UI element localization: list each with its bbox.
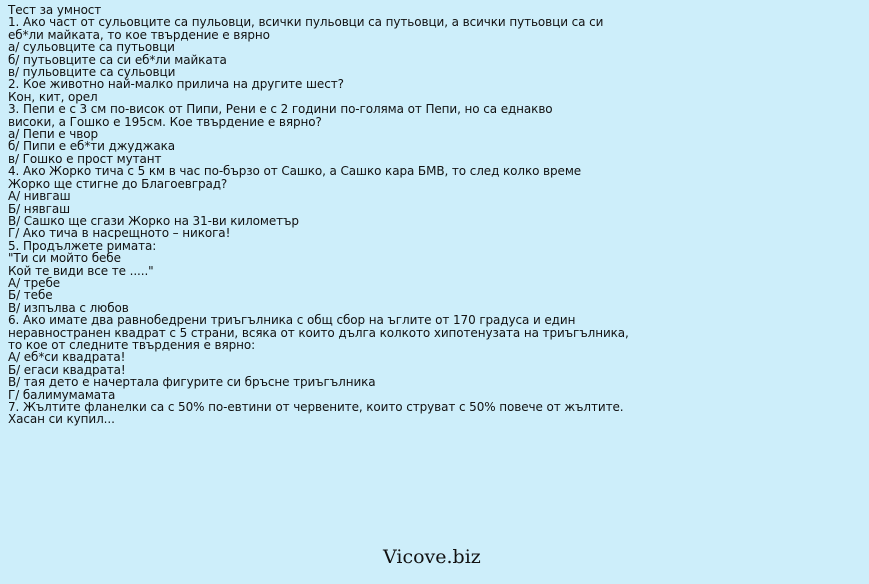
text-line-26: неравностранен квадрат с 5 страни, всяка от които дълга колкото хипотенузата на триъгълника,	[8, 325, 629, 340]
text-line-19: 5. Продължете римата:	[8, 238, 157, 253]
text-line-6: 2. Кое животно най-малко прилича на другите шест?	[8, 77, 344, 92]
text-line-11: б/ Пипи е еб*ти джуджака	[8, 139, 175, 154]
text-line-16: Б/ нявгаш	[8, 201, 70, 216]
text-line-15: А/ нивгаш	[8, 189, 71, 204]
text-line-22: А/ требе	[8, 275, 61, 290]
text-line-31: Г/ балимумамата	[8, 387, 116, 402]
text-line-18: Г/ Ако тича в насрещното – никога!	[8, 226, 231, 241]
page-title: Тест за умност	[8, 3, 102, 17]
text-line-27: то кое от следните твърдения е вярно:	[8, 337, 256, 352]
text-line-9: високи, а Гошко е 195см. Кое твърдение е вярно?	[8, 114, 322, 129]
text-line-3: а/ сульовците са путьовци	[8, 40, 175, 55]
text-line-29: Б/ егаси квадрата!	[8, 362, 126, 377]
text-line-5: в/ пульовците са сульовци	[8, 65, 176, 80]
text-line-1: 1. Ако част от сульовците са пульовци, всички пульовци са путьовци, а всички путьовци са си	[8, 15, 604, 30]
site-watermark: Vicove.biz	[383, 546, 481, 568]
text-line-23: Б/ тебе	[8, 288, 53, 303]
text-line-33: Хасан си купил...	[8, 412, 115, 427]
document-body	[8, 4, 863, 426]
text-line-17: В/ Сашко ще сгази Жорко на 31-ви километър	[8, 213, 299, 228]
text-line-20: "Ти си мойто бебе	[8, 251, 121, 266]
text-line-8: 3. Пепи е с 3 см по-висок от Пипи, Рени е с 2 години по-голяма от Пепи, но са еднакво	[8, 102, 553, 117]
text-line-14: Жорко ще стигне до Благоевград?	[8, 176, 228, 191]
text-line-21: Кой те види все те ....."	[8, 263, 154, 278]
text-line-12: в/ Гошко е прост мутант	[8, 151, 162, 166]
text-line-25: 6. Ако имате два равнобедрени триъгълника с общ сбор на ъглите от 170 градуса и един	[8, 313, 576, 328]
text-line-7: Кон, кит, орел	[8, 89, 98, 104]
text-line-4: б/ путьовците са си еб*ли майката	[8, 52, 227, 67]
text-line-28: А/ еб*си квадрата!	[8, 350, 126, 365]
text-line-2: еб*ли майката, то кое твърдение е вярно	[8, 27, 270, 42]
text-line-30: В/ тая дето е начертала фигурите си бръсне триъгълника	[8, 375, 376, 390]
text-line-24: В/ изпълва с любов	[8, 300, 129, 315]
text-line-10: а/ Пепи е чвор	[8, 127, 98, 142]
text-line-13: 4. Ако Жорко тича с 5 км в час по-бързо от Сашко, а Сашко кара БМВ, то след колко време	[8, 164, 582, 179]
text-line-32: 7. Жълтите фланелки са с 50% по-евтини от червените, които струват с 50% повече от жълтите.	[8, 400, 624, 414]
